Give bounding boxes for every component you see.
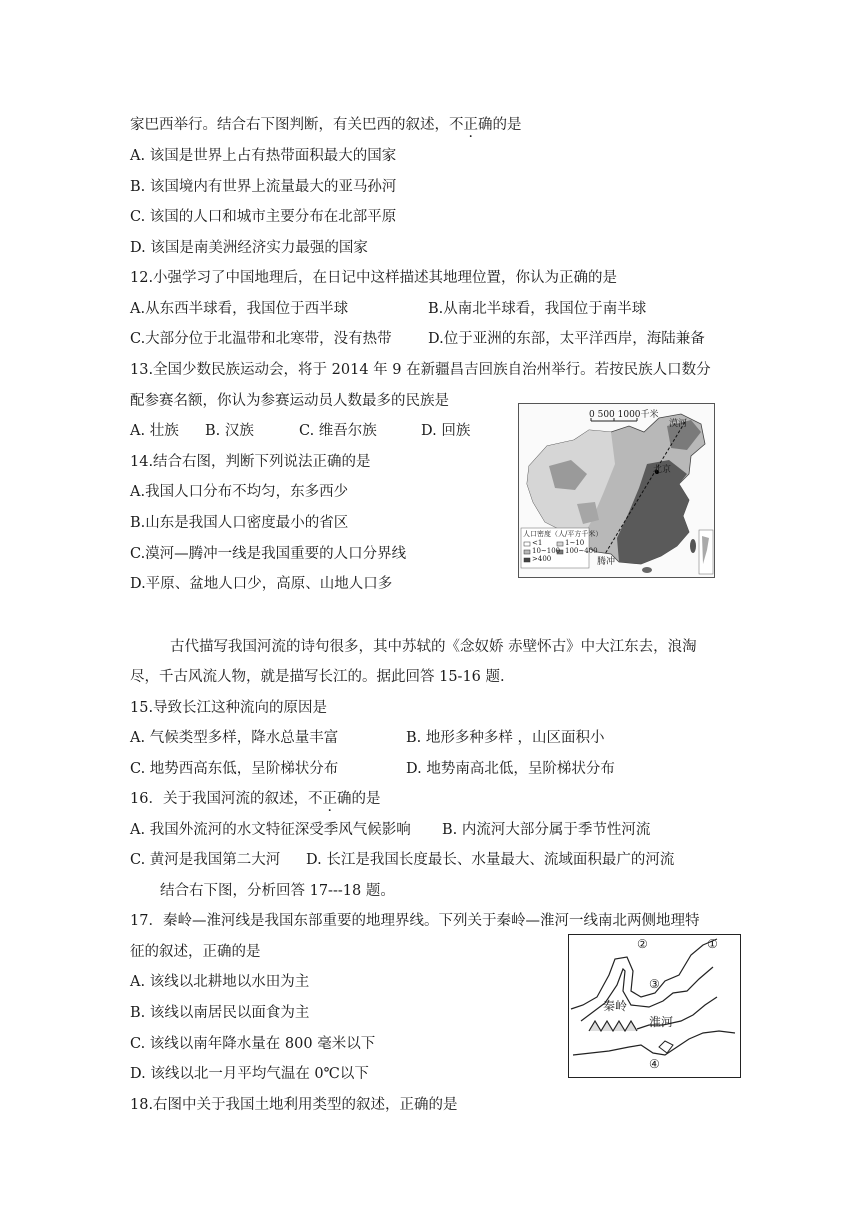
q12-option-b: B.从南北半球看，我国位于南半球	[428, 301, 647, 317]
q17-stem-2: 征的叙述，正确的是	[130, 944, 261, 960]
q16-option-c: C. 黄河是我国第二大河	[130, 852, 281, 868]
q12-option-a: A.从东西半球看，我国位于西半球	[130, 301, 349, 317]
q12-stem: 12.小强学习了中国地理后，在日记中这样描述其地理位置，你认为正确的是	[130, 270, 618, 286]
q13-option-c: C. 维吾尔族	[299, 423, 377, 439]
q15-option-a: A. 气候类型多样，降水总量丰富	[130, 730, 339, 746]
q16-options-row1	[130, 820, 651, 840]
qinling-map-graphic	[569, 935, 740, 1077]
map2-label-1: ①	[707, 937, 718, 951]
q14-option-c: C.漠河—腾冲一线是我国重要的人口分界线	[130, 546, 407, 562]
passage-line-1: 古代描写我国河流的诗句很多，其中苏轼的《念奴娇 赤壁怀古》中大江东去，浪淘	[170, 639, 697, 655]
q12-option-c: C.大部分位于北温带和北寒带，没有热带	[130, 331, 392, 347]
q12-option-d: D.位于亚洲的东部，太平洋西岸，海陆兼备	[428, 331, 705, 347]
q12-options-row2	[130, 329, 705, 349]
q15-option-b: B. 地形多种多样 ，山区面积小	[406, 730, 605, 746]
q16-option-d: D. 长江是我国长度最长、水量最大、流域面积最广的河流	[306, 852, 675, 868]
map2-label-qinling: 秦岭	[603, 999, 628, 1013]
map-legend-item: >400	[532, 555, 552, 563]
qinling-huaihe-map	[568, 934, 741, 1078]
q13-options	[130, 421, 471, 441]
map2-label-huaihe: 淮河	[649, 1015, 674, 1029]
map-label-beijing: 北京	[653, 465, 672, 475]
q14-stem: 14.结合右图，判断下列说法正确的是	[130, 454, 371, 470]
passage-line-2: 尽，千古风流人物，就是描写长江的。据此回答 15-16 题.	[130, 669, 505, 685]
q13-option-d: D. 回族	[421, 423, 471, 439]
map2-label-3: ③	[649, 977, 660, 991]
q16-stem: 16．关于我国河流的叙述，不正确的是	[130, 791, 381, 807]
q13-stem-1: 13.全国少数民族运动会，将于 2014 年 9 在新疆昌吉回族自治州举行。若按民族人口数分	[130, 362, 711, 378]
map-legend-item: 10~100	[532, 547, 561, 555]
map-legend-item: 100~400	[565, 547, 598, 555]
q14-option-d: D.平原、盆地人口少，高原、山地人口多	[130, 576, 393, 592]
q17-option-d: D. 该线以北一月平均气温在 0℃以下	[130, 1066, 369, 1082]
intro-17-18: 结合右下图，分析回答 17---18 题。	[160, 883, 395, 899]
q11-option-d: D. 该国是南美洲经济实力最强的国家	[130, 240, 368, 256]
q14-option-b: B.山东是我国人口密度最小的省区	[130, 515, 349, 531]
q16-options-row2	[130, 850, 675, 870]
q17-option-c: C. 该线以南年降水量在 800 毫米以下	[130, 1036, 376, 1052]
map-label-mohe: 漠河	[669, 419, 688, 429]
map-scale-label: 0 500 1000千米	[589, 410, 659, 420]
q15-options-row2	[130, 759, 615, 779]
q11-option-a: A. 该国是世界上占有热带面积最大的国家	[130, 148, 397, 164]
map2-label-4: ④	[649, 1057, 660, 1071]
q11-stem: 家巴西举行。结合右下图判断，有关巴西的叙述，不正确的是	[130, 117, 522, 133]
q17-option-b: B. 该线以南居民以面食为主	[130, 1005, 310, 1021]
q16-option-a: A. 我国外流河的水文特征深受季风气候影响	[130, 822, 411, 838]
emphasis-not-correct: 不正确	[449, 117, 493, 133]
q15-option-d: D. 地势南高北低，呈阶梯状分布	[406, 761, 615, 777]
map-legend-item: <1	[532, 539, 543, 547]
map2-label-2: ②	[637, 937, 648, 951]
q18-stem: 18.右图中关于我国土地利用类型的叙述，正确的是	[130, 1097, 458, 1113]
map-label-tengchong: 腾冲	[597, 557, 616, 567]
q15-option-c: C. 地势西高东低，呈阶梯状分布	[130, 761, 339, 777]
q14-option-a: A.我国人口分布不均匀，东多西少	[130, 484, 349, 500]
q13-option-a: A. 壮族	[130, 423, 179, 439]
map-legend-title: 人口密度（人/平方千米）	[523, 530, 603, 538]
map-legend-item: 1~10	[565, 539, 585, 547]
q17-option-a: A. 该线以北耕地以水田为主	[130, 974, 310, 990]
q11-option-b: B. 该国境内有世界上流量最大的亚马孙河	[130, 179, 397, 195]
q11-option-c: C. 该国的人口和城市主要分布在北部平原	[130, 209, 397, 225]
emphasis-not-correct: 不正确	[307, 791, 352, 807]
q17-stem-1: 17．秦岭—淮河线是我国东部重要的地理界线。下列关于秦岭—淮河一线南北两侧地理特	[130, 913, 700, 929]
q12-options-row1	[130, 299, 647, 319]
q13-stem-2: 配参赛名额，你认为参赛运动员人数最多的民族是	[130, 393, 449, 409]
q13-option-b: B. 汉族	[205, 423, 254, 439]
q15-options-row1	[130, 728, 605, 748]
china-population-map	[518, 403, 715, 578]
q15-stem: 15.导致长江这种流向的原因是	[130, 700, 328, 716]
q16-option-b: B. 内流河大部分属于季节性河流	[442, 822, 651, 838]
